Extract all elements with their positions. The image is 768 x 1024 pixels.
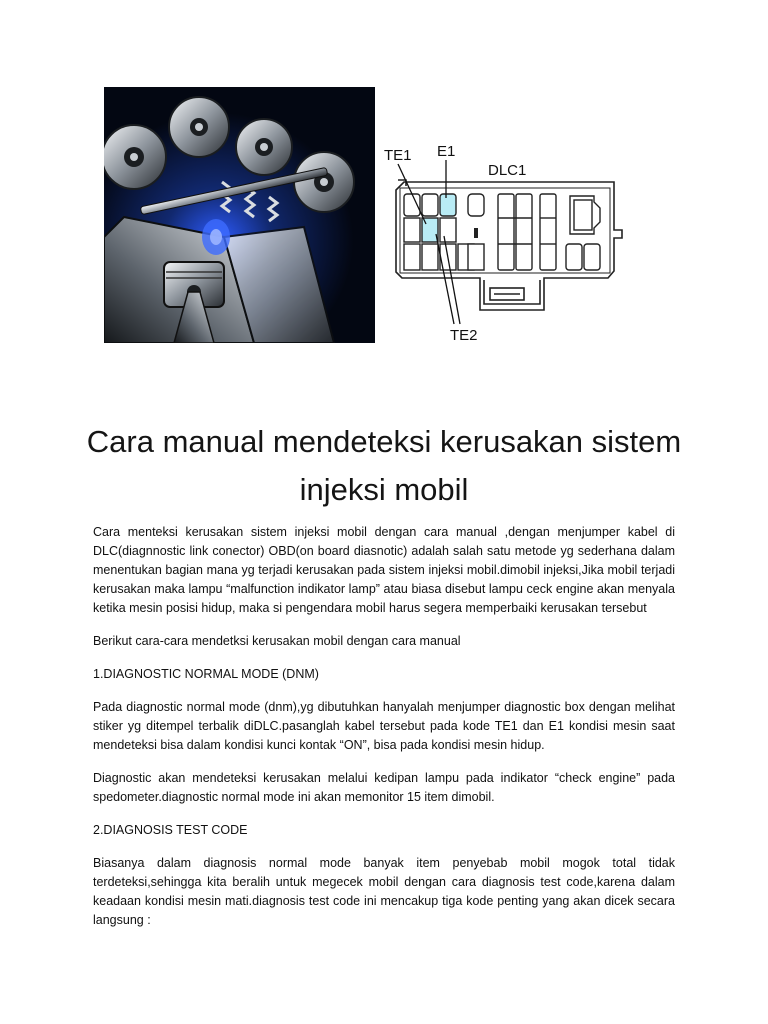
terminal-block-middle (468, 194, 556, 270)
terminal-block-left (404, 194, 474, 270)
pin-e1-highlight (440, 194, 456, 216)
paragraph-test-code: Biasanya dalam diagnosis normal mode banyak item penyebab mobil mogok total tidak terdeteksi,sehingga kita beralih untuk megecek mobil dengan cara diagnosis test code,karena dalam keadaan kondisi mesin mati.diagnosis test code ini mencakup tiga kode penting yang akan dicek secara langsung : (93, 856, 675, 927)
label-e1: E1 (437, 143, 456, 160)
pin-key (474, 228, 478, 238)
paragraph-dnm-detect: Diagnostic akan mendeteksi kerusakan melalui kedipan lampu pada indikator “check engine” pada spedometer.diagnostic normal mode ini akan memonitor 15 item dimobil. (93, 771, 675, 804)
terminal-block-right (566, 196, 600, 270)
dlc1-connector-svg (380, 138, 630, 348)
label-te2: TE2 (450, 327, 478, 344)
paragraph-dnm-steps: Pada diagnostic normal mode (dnm),yg dibutuhkan hanyalah menjumper diagnostic box dengan melihat stiker yg ditempel terbalik diDLC.pasanglah kabel tersebut pada kode TE1 dan E1 kondisi mesin saat mendeteksi bisa dalam kondisi kunci kontak “ON”, bisa pada kondisi mesin hidup. (93, 700, 675, 752)
article-body (93, 523, 675, 944)
article-title: Cara manual mendeteksi kerusakan sistem injeksi mobil (86, 424, 682, 507)
engine-photo (104, 87, 375, 343)
engine-illustration (104, 87, 375, 343)
paragraph-method-intro: Berikut cara-cara mendetksi kerusakan mobil dengan cara manual (93, 634, 461, 648)
section-heading-dnm: 1.DIAGNOSTIC NORMAL MODE (DNM) (93, 667, 319, 681)
label-dlc1: DLC1 (488, 162, 527, 179)
label-te1: TE1 (384, 147, 412, 164)
dlc1-connector-diagram (380, 138, 630, 348)
pin-te2 (440, 218, 456, 242)
section-heading-test-code: 2.DIAGNOSIS TEST CODE (93, 823, 248, 837)
paragraph-intro: Cara menteksi kerusakan sistem injeksi mobil dengan cara manual ,dengan menjumper kabel di DLC(diagnnostic link conector) OBD(on board diasnotic) adalah salah satu metode yg sederhana dalam menentukan bagian mana yg terjadi kerusakan pada sistem injeksi mobil.dimobil injeksi,Jika mobil terjadi kerusakan maka lampu “malfunction indikator lamp” atau biasa disebut lampu ceck engine akan menyala ketika mesin posisi hidup, maka si pengendara mobil harus segera memperbaiki kerusakan tersebut (93, 525, 675, 615)
